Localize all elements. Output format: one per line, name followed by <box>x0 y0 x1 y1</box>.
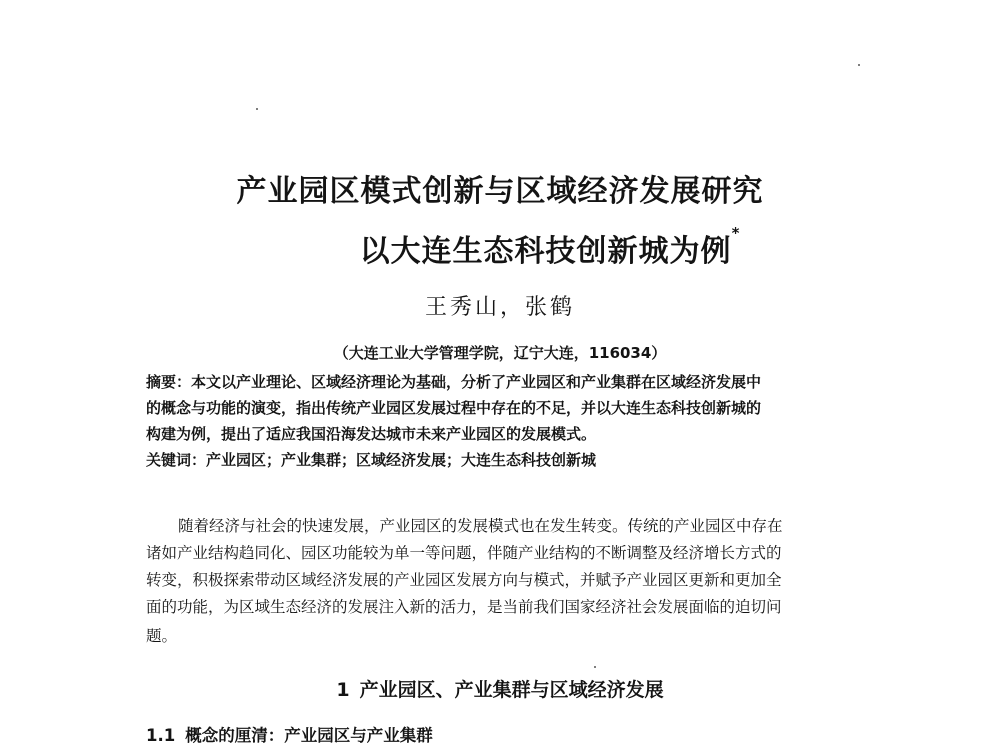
section-number: 1 <box>336 679 350 701</box>
intro-line: 随着经济与社会的快速发展，产业园区的发展模式也在发生转变。传统的产业园区中存在 <box>178 517 783 535</box>
paper-subtitle <box>50 226 1000 270</box>
authors: 王秀山，张鹤 <box>424 295 575 320</box>
scan-speck <box>256 108 258 110</box>
intro-line: 题。 <box>146 627 178 645</box>
abstract-text: 本文以产业理论、区域经济理论为基础，分析了产业园区和产业集群在区域经济发展中 <box>191 373 762 391</box>
scan-speck <box>594 666 596 668</box>
intro-line: 诸如产业结构趋同化、园区功能较为单一等问题，伴随产业结构的不断调整及经济增长方式的 <box>146 544 782 562</box>
scan-speck <box>858 64 860 66</box>
intro-line: 转变，积极探索带动区域经济发展的产业园区发展方向与模式，并赋予产业园区更新和更加全 <box>146 571 782 589</box>
affiliation: （大连工业大学管理学院，辽宁大连，116034） <box>333 344 667 362</box>
footnote-mark: * <box>731 224 741 242</box>
paper-title: 产业园区模式创新与区域经济发展研究 <box>236 174 764 209</box>
keywords-text: 产业园区；产业集群；区域经济发展；大连生态科技创新城 <box>206 451 597 469</box>
abstract-line: 构建为例，提出了适应我国沿海发达城市未来产业园区的发展模式。 <box>146 425 597 443</box>
subsection-number: 1.1 <box>146 726 176 745</box>
keywords-line <box>146 450 876 470</box>
subsection-heading <box>146 722 433 746</box>
section-title: 产业园区、产业集群与区域经济发展 <box>359 679 664 701</box>
section-heading <box>0 675 1000 702</box>
intro-line: 面的功能，为区域生态经济的发展注入新的活力，是当前我们国家经济社会发展面临的迫切问 <box>146 598 782 616</box>
paper-subtitle-text: 以大连生态科技创新城为例 <box>359 234 732 269</box>
abstract-line: 的概念与功能的演变，指出传统产业园区发展过程中存在的不足，并以大连生态科技创新城的 <box>146 399 762 417</box>
abstract-line <box>146 372 876 392</box>
subsection-title: 概念的厘清：产业园区与产业集群 <box>185 726 433 745</box>
abstract-label: 摘要： <box>146 373 192 391</box>
keywords-label: 关键词： <box>146 451 207 469</box>
